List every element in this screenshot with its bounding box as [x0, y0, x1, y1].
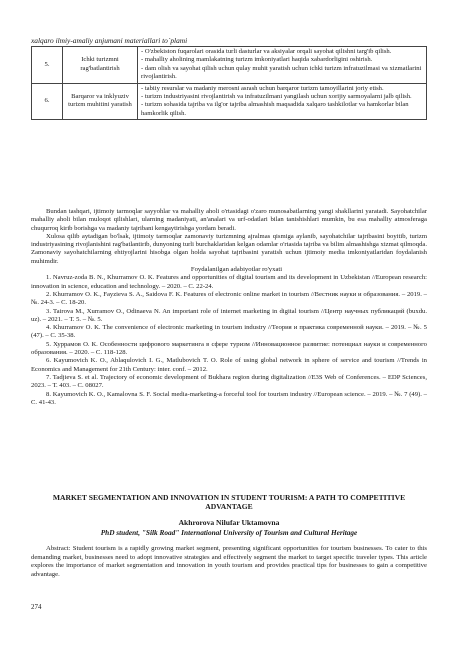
row-number: 5. — [32, 47, 63, 84]
abstract-text: Abstract: Student tourism is a rapidly growing market segment, presenting significant opportunities for tourism businesses. To cater to this demanding market, businesses need to adopt innovative strategies and effectively segment the market to target specific traveler types. This article explores the importance of market segmentation and innovation in youth tourism and provides practical tips for businesses to gain a competitive advantage. — [31, 545, 427, 578]
row-number: 6. — [32, 83, 63, 120]
article-title: MARKET SEGMENTATION AND INNOVATION IN STUDENT TOURISM: A PATH TO COMPETITIVE ADVANTAGE — [52, 493, 406, 512]
table-row — [32, 83, 427, 120]
running-header: xalqaro ilmiy-amaliy anjumani materiallari to`plami — [31, 36, 427, 47]
paragraph: Bundan tashqari, ijtimoiy tarmoqlar sayyohlar va mahalliy aholi o'rtasidagi o'zaro munosabatlarning yangi shakllarini yaratadi. Sayohatchilar mahalliy aholi bilan muloqot qilishlari, ularning madaniyati, an'analari va urf-odatlari bilan tanishishlari mumkin, bu esa mahalliy atmosferaga chuqurroq kirib borishga va madaniy tajribani kengaytirishga yordam beradi. — [31, 208, 427, 232]
detail-item: - turizm sohasida tajriba va ilg'or tajriba almashish maqsadida xalqaro tashkilotlar va hamkorlar bilan hamkorlik qilish. — [141, 101, 409, 117]
reference-item: 6. Kayumovich K. O., Ablaqulovich I. G., Matlubovich T. O. Role of using global network in sphere of service and tourism //Trends in Economics and Management for 21th Century: inter. conf. – 2012. — [31, 357, 427, 373]
detail-item: - mahalliy aholining mamlakatning turizm imkoniyatlari haqida xabardorligini oshirish. — [141, 56, 373, 64]
author-name: Akhrorova Nilufar Uktamovna — [178, 518, 280, 527]
reference-item: 7. Tadjieva S. et al. Trajectory of economic development of Bukhara region during digitalization //E3S Web of Conferences. – EDP Sciences, 2023. – Т. 403. – С. 08027. — [31, 373, 427, 390]
author-affiliation: PhD student, "Silk Road" International University of Tourism and Cultural Heritage — [100, 528, 358, 537]
reference-item: 5. Хуррамов О. К. Особенности цифрового маркетинга в сфере туризм //Инновационное развитие: потенциал науки и современного образования. – 2020. – С. 118-128. — [31, 340, 427, 357]
abstract — [31, 545, 427, 579]
detail-item: - O'zbekiston fuqarolari orasida turli dasturlar va aksiyalar orqali sayohat qilishni targ'ib qilish. — [141, 48, 392, 55]
row-details — [138, 83, 427, 120]
detail-item: - turizm industriyasini rivojlantirish va infratuzilmani yangilash uchun xorijiy sarmoyalarni jalb qilish. — [141, 93, 412, 101]
reference-item: 4. Khurramov O. K. The convenience of electronic marketing in tourism industry //Теория и практика современной науки. – 2019. – №. 5 (47). – С. 35-38. — [31, 324, 427, 340]
body-text — [31, 208, 427, 407]
row-category: Ichki turizmni rag'batlantirish — [63, 47, 138, 84]
detail-item: - tabiiy resurslar va madaniy merosni asrash uchun barqaror turizm tamoyillarini joriy etish. — [141, 84, 384, 92]
page-number: 274 — [31, 603, 42, 611]
measures-table — [31, 46, 427, 120]
paragraph: Xulosa qilib aytadigan bo'lsak, ijtimoiy tarmoqlar zamonaviy turizmning ajralmas qismiga aylanib, sayohatchilar tajribasini boyitib, turizm industriyasining rivojlanishini rag'batlantirib, dunyoning turli burchaklaridan kelgan odamlar o'rtasida tajriba va bilim almashishga xizmat qilmoqda. Zamonaviy sayohatchilarning ehtiyojlarini hisobga olgan holda sayohat tajribasini yaratish uchun ijtimoiy media imkoniyatlaridan foydalanish muhimdir. — [31, 232, 427, 265]
reference-item: 8. Kayumovich K. O., Kamalovna S. F. Social media-marketing-a forceful tool for tourism industry //European science. – 2019. – №. 7 (49). – С. 41-43. — [31, 390, 427, 406]
reference-item: 3. Tairova M., Xurramov O., Odinaeva N. An important role of internet marketing in digital tourism //Центр научных публикаций (buxdu. uz). – 2021. – Т. 5. – №. 5. — [31, 307, 427, 323]
row-category: Barqaror va inklyuziv turizm muhitini yaratish — [63, 83, 138, 120]
table-row — [32, 47, 427, 84]
reference-item: 1. Navruz-zoda B. N., Khurramov O. K. Features and opportunities of digital tourism and its development in Uzbekistan //European research: innovation in science, education and technology. – 2020. – С. 22-24. — [31, 274, 427, 290]
row-details — [138, 47, 427, 84]
references-title: Foydalanilgan adabiyotlar ro'yxati — [190, 266, 283, 274]
reference-item: 2. Khurramov O. K., Fayzieva S. A., Saidova F. K. Features of electronic online market in tourism //Вестник науки и образования. – 2019. – №. 24-3. – С. 18-20. — [31, 290, 427, 307]
detail-item: - dam olish va sayohat qilish uchun qulay muhit yaratish uchun ichki turizm infratuzilmasi va xizmatlarini rivojlantirish. — [141, 64, 422, 81]
